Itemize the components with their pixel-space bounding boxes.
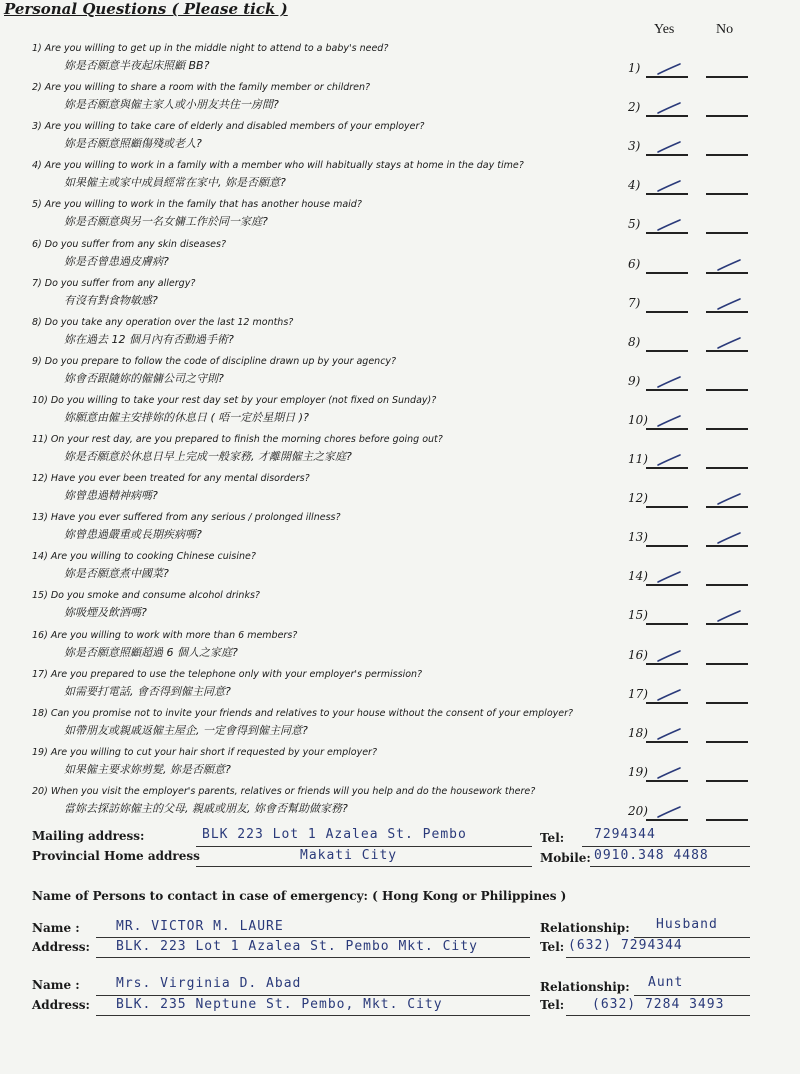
question-text-en: 4) Are you willing to work in a family with a member who will habitually stays at home in the day time? bbox=[32, 160, 524, 171]
question-text-en: 19) Are you willing to cut your hair short if requested by your employer? bbox=[32, 747, 377, 758]
provincial-address-value[interactable]: Makati City bbox=[300, 848, 398, 863]
yes-checkmark-icon bbox=[656, 179, 682, 193]
yes-checkmark-icon bbox=[656, 570, 682, 584]
mobile-value[interactable]: 0910.348 4488 bbox=[594, 848, 709, 863]
question-number: 19) bbox=[628, 765, 648, 779]
question-item bbox=[32, 394, 652, 428]
contact1-name-label: Name : bbox=[32, 921, 80, 935]
contact1-address-value[interactable]: BLK. 223 Lot 1 Azalea St. Pembo Mkt. City bbox=[116, 939, 478, 954]
question-number: 6) bbox=[628, 257, 641, 271]
question-text-zh: 妳會否跟隨妳的僱傭公司之守則? bbox=[64, 372, 224, 385]
yes-column-header: Yes bbox=[654, 22, 675, 37]
emergency-contacts-title: Name of Persons to contact in case of emergency: ( Hong Kong or Philippines ) bbox=[32, 889, 567, 903]
provincial-address-label: Provincial Home address bbox=[32, 849, 200, 863]
yes-answer-blank[interactable] bbox=[646, 428, 688, 430]
contact2-relationship-value[interactable]: Aunt bbox=[648, 975, 684, 990]
yes-answer-blank[interactable] bbox=[646, 311, 688, 313]
yes-answer-blank[interactable] bbox=[646, 232, 688, 234]
contact2-address-value[interactable]: BLK. 235 Neptune St. Pembo, Mkt. City bbox=[116, 997, 443, 1012]
question-number: 17) bbox=[628, 687, 648, 701]
contact1-address-label: Address: bbox=[32, 940, 90, 954]
no-checkmark-icon bbox=[716, 297, 742, 311]
question-text-en: 20) When you visit the employer's parents, relatives or friends will you help and do the housework there? bbox=[32, 786, 536, 797]
question-item bbox=[32, 355, 652, 389]
yes-answer-blank[interactable] bbox=[646, 506, 688, 508]
question-text-zh: 妳是否願意與僱主家人或小朋友共住一房間? bbox=[64, 98, 279, 111]
yes-checkmark-icon bbox=[656, 805, 682, 819]
tel-label: Tel: bbox=[540, 831, 565, 845]
question-text-en: 16) Are you willing to work with more than 6 members? bbox=[32, 630, 298, 641]
question-text-zh: 如需要打電話, 會否得到僱主同意? bbox=[64, 685, 231, 698]
no-answer-blank[interactable] bbox=[706, 702, 748, 704]
question-text-en: 13) Have you ever suffered from any serious / prolonged illness? bbox=[32, 512, 341, 523]
question-item bbox=[32, 198, 652, 232]
question-item bbox=[32, 120, 652, 154]
question-number: 11) bbox=[628, 452, 648, 466]
yes-checkmark-icon bbox=[656, 727, 682, 741]
question-text-zh: 如帶朋友或親戚返僱主屋企, 一定會得到僱主同意? bbox=[64, 724, 308, 737]
yes-answer-blank[interactable] bbox=[646, 702, 688, 704]
contact2-relationship-label: Relationship: bbox=[540, 980, 630, 994]
no-answer-blank[interactable] bbox=[706, 623, 748, 625]
question-item bbox=[32, 42, 652, 76]
question-text-en: 8) Do you take any operation over the last 12 months? bbox=[32, 317, 294, 328]
question-text-en: 2) Are you willing to share a room with the family member or children? bbox=[32, 82, 371, 93]
question-text-zh: 妳是否願意於休息日早上完成一般家務, 才離開僱主之家庭? bbox=[64, 450, 352, 463]
question-number: 5) bbox=[628, 217, 641, 231]
question-text-en: 10) Do you willing to take your rest day set by your employer (not fixed on Sunday)? bbox=[32, 395, 437, 406]
yes-answer-blank[interactable] bbox=[646, 193, 688, 195]
contact1-relationship-label: Relationship: bbox=[540, 921, 630, 935]
question-text-en: 6) Do you suffer from any skin diseases? bbox=[32, 239, 227, 250]
section-title: Personal Questions ( Please tick ) bbox=[4, 0, 288, 18]
yes-checkmark-icon bbox=[656, 649, 682, 663]
question-number: 14) bbox=[628, 569, 648, 583]
question-item bbox=[32, 746, 652, 780]
no-answer-blank[interactable] bbox=[706, 115, 748, 117]
question-item bbox=[32, 159, 652, 193]
tel-value[interactable]: 7294344 bbox=[594, 827, 656, 842]
contact1-tel-line bbox=[566, 957, 750, 958]
question-text-zh: 妳吸煙及飲酒嗎? bbox=[64, 606, 147, 619]
question-number: 20) bbox=[628, 804, 648, 818]
question-text-zh: 妳曾患過嚴重或長期疾病嗎? bbox=[64, 528, 202, 541]
question-text-zh: 妳是否願意照顧超過 6 個人之家庭? bbox=[64, 646, 238, 659]
yes-checkmark-icon bbox=[656, 140, 682, 154]
question-text-zh: 如果僱主或家中成員經常在家中, 妳是否願意? bbox=[64, 176, 286, 189]
mobile-line bbox=[590, 866, 750, 867]
no-answer-blank[interactable] bbox=[706, 311, 748, 313]
contact2-address-line bbox=[96, 1015, 530, 1016]
question-number: 18) bbox=[628, 726, 648, 740]
yes-answer-blank[interactable] bbox=[646, 663, 688, 665]
question-number: 1) bbox=[628, 61, 641, 75]
question-item bbox=[32, 668, 652, 702]
question-text-zh: 如果僱主要求妳剪髮, 妳是否願意? bbox=[64, 763, 231, 776]
yes-checkmark-icon bbox=[656, 101, 682, 115]
yes-answer-blank[interactable] bbox=[646, 389, 688, 391]
question-number: 10) bbox=[628, 413, 648, 427]
question-text-zh: 妳是否願意與另一名女傭工作於同一家庭? bbox=[64, 215, 268, 228]
mailing-address-label: Mailing address: bbox=[32, 829, 145, 843]
contact2-tel-label: Tel: bbox=[540, 998, 565, 1012]
question-item bbox=[32, 550, 652, 584]
question-text-en: 14) Are you willing to cooking Chinese cuisine? bbox=[32, 551, 256, 562]
question-number: 12) bbox=[628, 491, 648, 505]
question-text-en: 11) On your rest day, are you prepared to finish the morning chores before going out? bbox=[32, 434, 443, 445]
yes-checkmark-icon bbox=[656, 688, 682, 702]
yes-checkmark-icon bbox=[656, 453, 682, 467]
no-answer-blank[interactable] bbox=[706, 428, 748, 430]
contact2-tel-value[interactable]: (632) 7284 3493 bbox=[592, 997, 725, 1012]
question-text-en: 15) Do you smoke and consume alcohol drinks? bbox=[32, 590, 260, 601]
yes-checkmark-icon bbox=[656, 62, 682, 76]
question-number: 4) bbox=[628, 178, 641, 192]
yes-checkmark-icon bbox=[656, 375, 682, 389]
yes-answer-blank[interactable] bbox=[646, 350, 688, 352]
question-text-en: 12) Have you ever been treated for any mental disorders? bbox=[32, 473, 310, 484]
contact1-name-value[interactable]: MR. VICTOR M. LAURE bbox=[116, 919, 284, 934]
yes-checkmark-icon bbox=[656, 218, 682, 232]
question-item bbox=[32, 589, 652, 623]
question-item bbox=[32, 707, 652, 741]
question-text-en: 5) Are you willing to work in the family that has another house maid? bbox=[32, 199, 362, 210]
no-checkmark-icon bbox=[716, 336, 742, 350]
contact1-relationship-value[interactable]: Husband bbox=[656, 917, 718, 932]
question-item bbox=[32, 785, 652, 819]
question-number: 2) bbox=[628, 100, 641, 114]
no-answer-blank[interactable] bbox=[706, 154, 748, 156]
question-text-zh: 妳曾患過精神病嗎? bbox=[64, 489, 158, 502]
question-text-zh: 妳是否願意照顧傷殘或老人? bbox=[64, 137, 202, 150]
yes-answer-blank[interactable] bbox=[646, 154, 688, 156]
question-number: 16) bbox=[628, 648, 648, 662]
question-text-zh: 妳是否曾患過皮膚病? bbox=[64, 255, 169, 268]
no-column-header: No bbox=[716, 22, 734, 37]
question-number: 9) bbox=[628, 374, 641, 388]
contact2-name-label: Name : bbox=[32, 978, 80, 992]
no-answer-blank[interactable] bbox=[706, 350, 748, 352]
question-text-en: 3) Are you willing to take care of elderly and disabled members of your employer? bbox=[32, 121, 425, 132]
question-item bbox=[32, 511, 652, 545]
contact1-tel-value[interactable]: (632) 7294344 bbox=[568, 938, 683, 953]
mailing-address-value[interactable]: BLK 223 Lot 1 Azalea St. Pembo bbox=[202, 827, 467, 842]
no-answer-blank[interactable] bbox=[706, 272, 748, 274]
question-item bbox=[32, 238, 652, 272]
yes-answer-blank[interactable] bbox=[646, 545, 688, 547]
question-item bbox=[32, 277, 652, 311]
no-answer-blank[interactable] bbox=[706, 584, 748, 586]
question-text-zh: 妳是否願意煮中國菜? bbox=[64, 567, 169, 580]
question-text-zh: 有沒有對食物敏感? bbox=[64, 294, 158, 307]
contact1-tel-label: Tel: bbox=[540, 940, 565, 954]
no-checkmark-icon bbox=[716, 492, 742, 506]
no-answer-blank[interactable] bbox=[706, 545, 748, 547]
no-answer-blank[interactable] bbox=[706, 389, 748, 391]
no-checkmark-icon bbox=[716, 609, 742, 623]
yes-answer-blank[interactable] bbox=[646, 467, 688, 469]
question-text-en: 1) Are you willing to get up in the middle night to attend to a baby's need? bbox=[32, 43, 389, 54]
question-text-zh: 妳在過去 12 個月內有否動過手術? bbox=[64, 333, 234, 346]
question-number: 8) bbox=[628, 335, 641, 349]
contact1-address-line bbox=[96, 957, 530, 958]
yes-answer-blank[interactable] bbox=[646, 76, 688, 78]
question-number: 13) bbox=[628, 530, 648, 544]
question-text-zh: 當妳去探訪妳僱主的父母, 親戚或朋友, 妳會否幫助做家務? bbox=[64, 802, 348, 815]
no-answer-blank[interactable] bbox=[706, 819, 748, 821]
no-answer-blank[interactable] bbox=[706, 506, 748, 508]
yes-answer-blank[interactable] bbox=[646, 272, 688, 274]
question-item bbox=[32, 316, 652, 350]
question-text-zh: 妳是否願意半夜起床照顧 BB? bbox=[64, 59, 210, 72]
question-text-zh: 妳願意由僱主安排妳的休息日 ( 唔一定於星期日 )? bbox=[64, 411, 309, 424]
no-answer-blank[interactable] bbox=[706, 663, 748, 665]
question-text-en: 7) Do you suffer from any allergy? bbox=[32, 278, 196, 289]
provincial-address-line bbox=[196, 866, 532, 867]
yes-answer-blank[interactable] bbox=[646, 584, 688, 586]
question-number: 3) bbox=[628, 139, 641, 153]
question-number: 15) bbox=[628, 608, 648, 622]
mobile-label: Mobile: bbox=[540, 851, 591, 865]
yes-answer-blank[interactable] bbox=[646, 819, 688, 821]
question-text-en: 17) Are you prepared to use the telephone only with your employer's permission? bbox=[32, 669, 423, 680]
yes-answer-blank[interactable] bbox=[646, 780, 688, 782]
contact2-name-value[interactable]: Mrs. Virginia D. Abad bbox=[116, 976, 302, 991]
contact2-tel-line bbox=[566, 1015, 750, 1016]
no-answer-blank[interactable] bbox=[706, 232, 748, 234]
no-answer-blank[interactable] bbox=[706, 780, 748, 782]
question-text-en: 18) Can you promise not to invite your friends and relatives to your house without the consent of your employer? bbox=[32, 708, 574, 719]
question-text-en: 9) Do you prepare to follow the code of discipline drawn up by your agency? bbox=[32, 356, 397, 367]
question-item bbox=[32, 629, 652, 663]
yes-checkmark-icon bbox=[656, 414, 682, 428]
yes-answer-blank[interactable] bbox=[646, 115, 688, 117]
no-answer-blank[interactable] bbox=[706, 741, 748, 743]
question-item bbox=[32, 472, 652, 506]
no-checkmark-icon bbox=[716, 531, 742, 545]
contact2-address-label: Address: bbox=[32, 998, 90, 1012]
yes-answer-blank[interactable] bbox=[646, 741, 688, 743]
question-number: 7) bbox=[628, 296, 641, 310]
no-answer-blank[interactable] bbox=[706, 193, 748, 195]
no-answer-blank[interactable] bbox=[706, 76, 748, 78]
question-item bbox=[32, 433, 652, 467]
question-item bbox=[32, 81, 652, 115]
no-answer-blank[interactable] bbox=[706, 467, 748, 469]
yes-checkmark-icon bbox=[656, 766, 682, 780]
no-checkmark-icon bbox=[716, 258, 742, 272]
yes-answer-blank[interactable] bbox=[646, 623, 688, 625]
